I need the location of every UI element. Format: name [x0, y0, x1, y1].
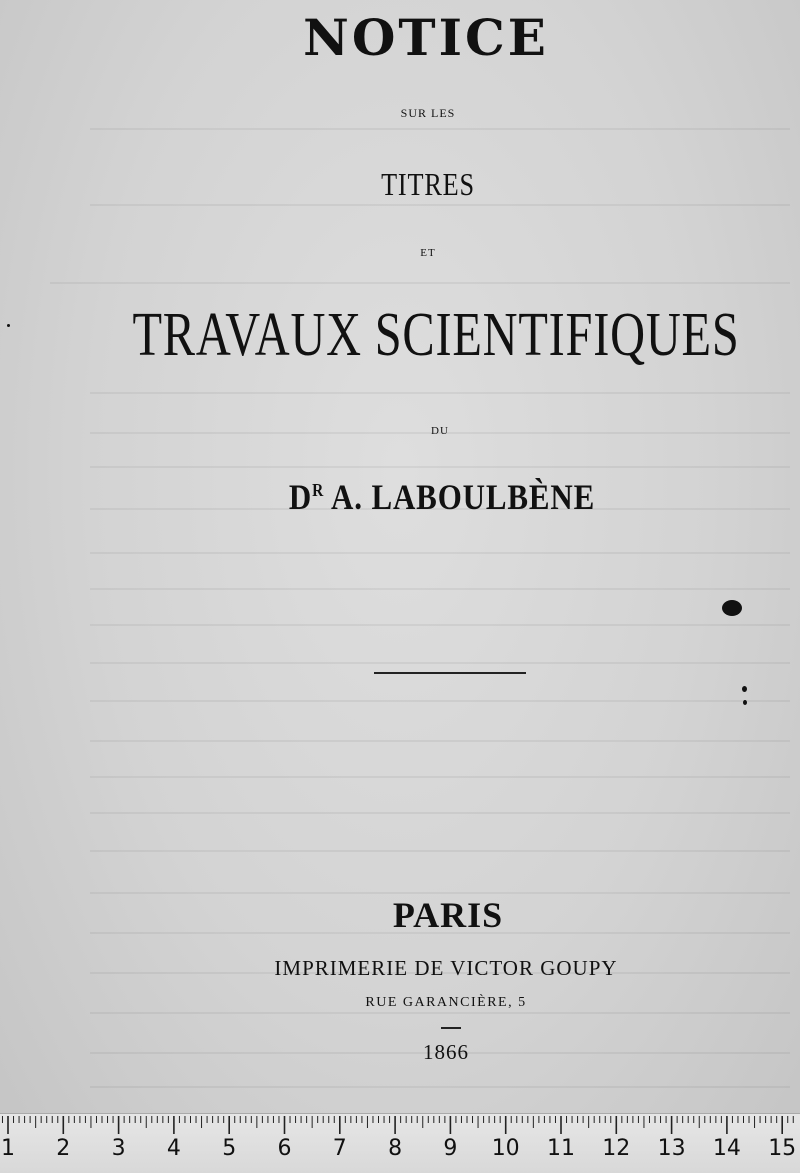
- ruler-label: 13: [657, 1136, 686, 1161]
- ruler-label: 4: [166, 1136, 181, 1161]
- bleed-through-line: [90, 552, 790, 554]
- ruler-label: 3: [111, 1136, 126, 1161]
- divider-rule: [374, 672, 526, 674]
- heading-titres: TITRES: [381, 166, 475, 202]
- bleed-through-line: [90, 1086, 790, 1088]
- bleed-through-line: [90, 1012, 790, 1014]
- bleed-through-line: [90, 128, 790, 130]
- author-prefix-superscript: R: [312, 480, 325, 500]
- text-sur-les: SUR LES: [400, 106, 456, 120]
- bleed-through-line: [90, 392, 790, 394]
- imprint-year: 1866: [423, 1040, 469, 1064]
- bleed-through-line: [90, 588, 790, 590]
- ruler-label: 7: [332, 1136, 347, 1161]
- ink-speck: [7, 324, 10, 327]
- ruler-label: 15: [768, 1136, 797, 1161]
- text-du: DU: [431, 425, 449, 437]
- bleed-through-line: [90, 204, 790, 206]
- short-divider-rule: [441, 1027, 461, 1029]
- ruler-label: 1: [1, 1136, 15, 1161]
- ruler-label: 2: [56, 1136, 71, 1161]
- ink-blot: [722, 600, 742, 616]
- ink-speck: [742, 686, 747, 692]
- ink-speck: [743, 700, 747, 705]
- ruler-label: 5: [222, 1136, 237, 1161]
- bleed-through-line: [90, 624, 790, 626]
- ruler-label: 9: [443, 1136, 458, 1161]
- bleed-through-line: [50, 282, 790, 284]
- imprint-printer: IMPRIMERIE DE VICTOR GOUPY: [274, 956, 618, 980]
- bleed-through-line: [90, 850, 790, 852]
- imprint-address: RUE GARANCIÈRE, 5: [365, 995, 527, 1010]
- ruler-label: 11: [547, 1136, 575, 1161]
- heading-notice: NOTICE: [303, 8, 549, 67]
- imprint-city: PARIS: [392, 895, 504, 935]
- bleed-through-line: [90, 466, 790, 468]
- author-line: [98, 476, 786, 518]
- author-prefix: D: [288, 477, 313, 517]
- ruler-label: 10: [491, 1136, 520, 1161]
- ruler-label: 12: [602, 1136, 631, 1161]
- bleed-through-line: [90, 812, 790, 814]
- bleed-through-line: [90, 776, 790, 778]
- bleed-through-line: [90, 662, 790, 664]
- ruler-label: 14: [712, 1136, 741, 1161]
- measuring-ruler: [0, 1113, 800, 1173]
- text-et: ET: [420, 247, 436, 259]
- heading-travaux-scientifiques: TRAVAUX SCIENTIFIQUES: [132, 301, 740, 369]
- ruler-label: 8: [388, 1136, 403, 1161]
- bleed-through-line: [90, 700, 790, 702]
- author-name: A. LABOULBÈNE: [324, 477, 596, 517]
- bleed-through-line: [90, 740, 790, 742]
- ruler-label: 6: [277, 1136, 292, 1161]
